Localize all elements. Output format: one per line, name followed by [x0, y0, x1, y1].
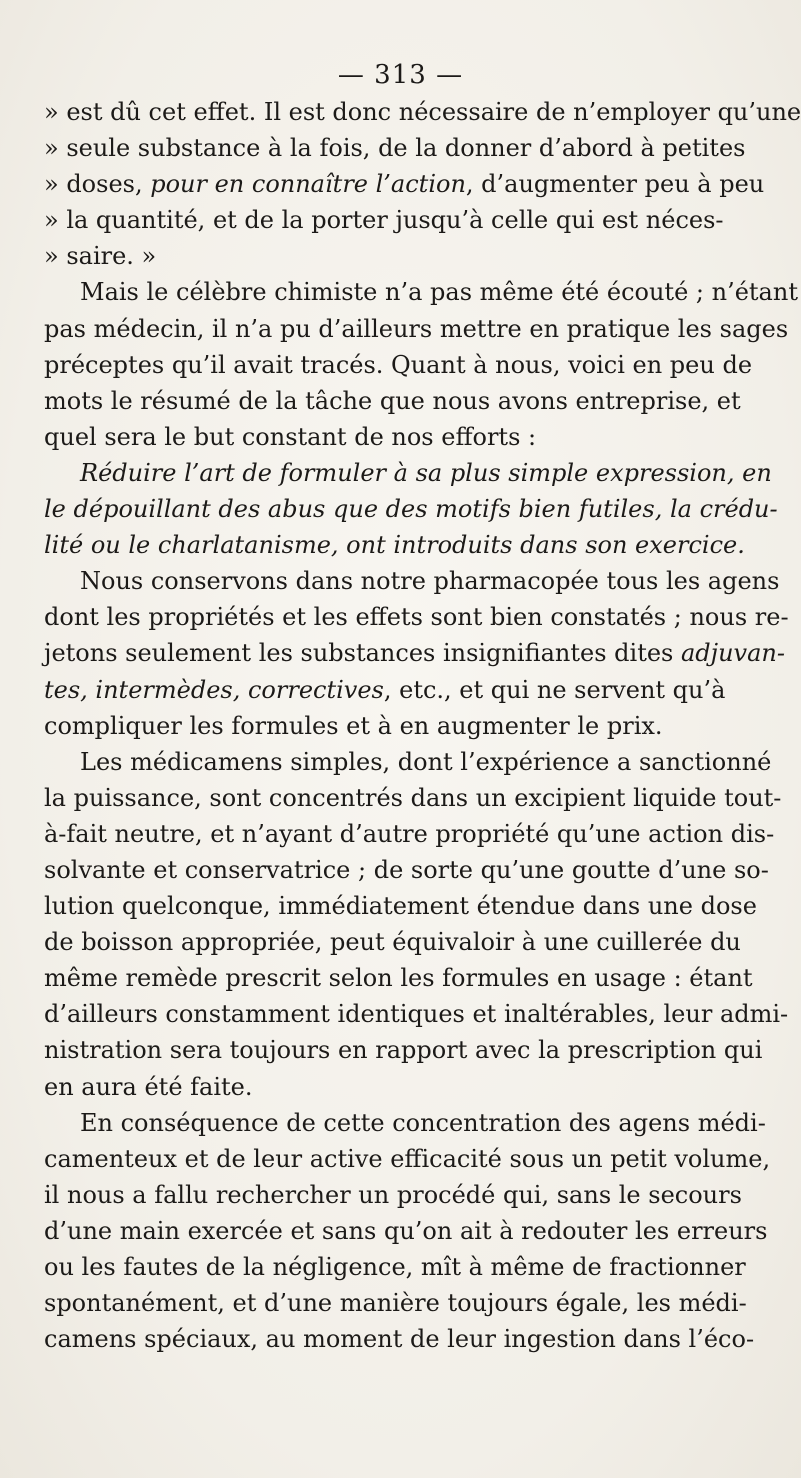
text-line: dont les propriétés et les effets sont bien constatés ; nous re- [44, 603, 789, 632]
text-line: la puissance, sont concentrés dans un excipient liquide tout- [44, 783, 782, 812]
text-line: en aura été faite. [44, 1072, 253, 1101]
text-line: même remède prescrit selon les formules en usage : étant [44, 964, 753, 993]
text-line: Les médicamens simples, dont l’expérience a sanctionné [80, 747, 772, 776]
text-line: spontanément, et d’une manière toujours égale, les médi- [44, 1289, 747, 1318]
italic-phrase: pour en connaître l’action [150, 170, 466, 199]
text-line: » seule substance à la fois, de la donner d’abord à petites [44, 134, 746, 163]
text-line: compliquer les formules et à en augmenter le prix. [44, 711, 663, 740]
text-line: le dépouillant des abus que des motifs bien futiles, la crédu- [44, 495, 778, 524]
text-line: à-fait neutre, et n’ayant d’autre propriété qu’une action dis- [44, 819, 775, 848]
text-line: d’ailleurs constamment identiques et inaltérables, leur admi- [44, 1000, 789, 1029]
text-line: il nous a fallu rechercher un procédé qui, sans le secours [44, 1180, 742, 1209]
text-line: solvante et conservatrice ; de sorte qu’une goutte d’une so- [44, 855, 769, 884]
body-text [44, 94, 801, 1357]
text-line: pas médecin, il n’a pu d’ailleurs mettre en pratique les sages [44, 314, 789, 343]
text-line: » est dû cet effet. Il est donc nécessaire de n’employer qu’une [44, 98, 801, 126]
text-line: nistration sera toujours en rapport avec la prescription qui [44, 1036, 763, 1065]
text-line: En conséquence de cette concentration des agens médi- [80, 1108, 766, 1137]
text-line: » doses, pour en connaître l’action, d’augmenter peu à peu [44, 170, 765, 199]
text-line: Nous conservons dans notre pharmacopée tous les agens [80, 567, 780, 596]
text-line: camens spéciaux, au moment de leur ingestion dans l’éco- [44, 1325, 755, 1354]
text-line: camenteux et de leur active efficacité sous un petit volume, [44, 1144, 771, 1173]
text-line: jetons seulement les substances insignifiantes dites adjuvan- [44, 639, 785, 668]
text-line: ou les fautes de la négligence, mît à même de fractionner [44, 1253, 746, 1281]
text-line: » saire. » [44, 242, 157, 271]
text-line: de boisson appropriée, peut équivaloir à une cuillerée du [44, 928, 741, 957]
page-number: — 313 — [337, 60, 464, 90]
text-line: préceptes qu’il avait tracés. Quant à nous, voici en peu de [44, 350, 753, 379]
text-line: lité ou le charlatanisme, ont introduits dans son exercice. [44, 531, 745, 560]
text-line: tes, intermèdes, correctives, etc., et qui ne servent qu’à [44, 675, 726, 704]
text-line: mots le résumé de la tâche que nous avons entreprise, et [44, 386, 741, 415]
italic-phrase: tes, intermèdes, correctives [44, 675, 384, 704]
text-line: d’une main exercée et sans qu’on ait à redouter les erreurs [44, 1216, 768, 1245]
text-line: Réduire l’art de formuler à sa plus simple expression, en [80, 458, 772, 487]
text-line: » la quantité, et de la porter jusqu’à celle qui est néces- [44, 206, 724, 235]
text-line: quel sera le but constant de nos efforts : [44, 422, 537, 451]
text-line: lution quelconque, immédiatement étendue dans une dose [44, 892, 757, 921]
text-line: Mais le célèbre chimiste n’a pas même été écouté ; n’étant [80, 278, 798, 307]
italic-phrase: adjuvan- [680, 639, 785, 668]
